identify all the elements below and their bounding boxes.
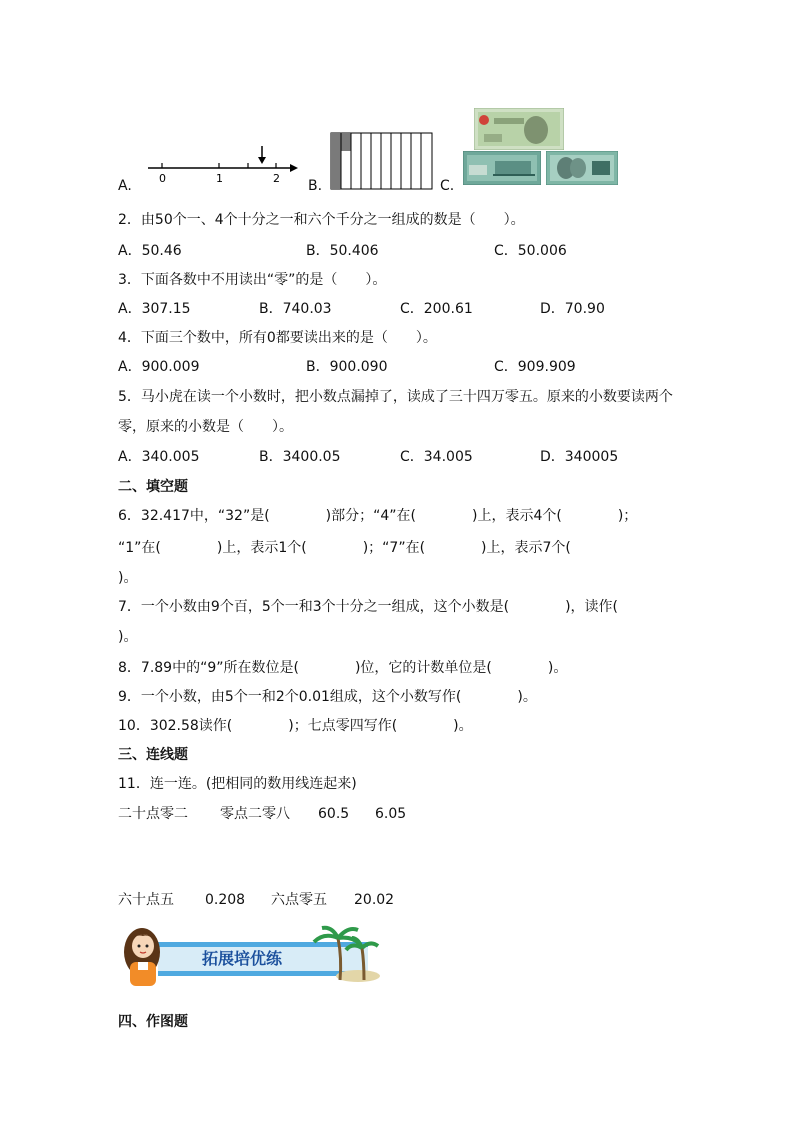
section-3-title: 三、连线题	[118, 747, 188, 763]
q4-option-c: C．909.909	[494, 359, 576, 375]
match-top-item: 6.05	[375, 806, 407, 822]
q2-option-c: C．50.006	[494, 243, 567, 259]
question-9-text: 9．一个小数，由5个一和2个0.01组成，这个小数写作( )。	[118, 689, 537, 705]
question-5-line-1: 5．马小虎在读一个小数时，把小数点漏掉了，读成了三十四万零五。原来的小数要读两个	[118, 389, 673, 405]
q3-option-a: A．307.15	[118, 301, 191, 317]
question-5-line-2: 零，原来的小数是（ ）。	[118, 419, 293, 435]
option-c-label: C.	[440, 178, 455, 194]
tick-label: 0	[159, 172, 166, 185]
question-6-line-3: )。	[118, 570, 138, 586]
match-bottom-item: 六点零五	[271, 892, 327, 908]
match-bottom-item: 0.208	[205, 892, 246, 908]
q3-option-d: D．70.90	[540, 301, 605, 317]
q5-option-b: B．3400.05	[259, 449, 341, 465]
banner-title: 拓展培优练	[202, 949, 283, 968]
question-8-text: 8．7.89中的“9”所在数位是( )位，它的计数单位是( )。	[118, 660, 568, 676]
question-11-text: 11．连一连。(把相同的数用线连起来)	[118, 776, 357, 792]
banknote-fen-ship	[463, 151, 541, 185]
match-top-item: 二十点零二	[118, 806, 188, 822]
question-4-text: 4．下面三个数中，所有0都要读出来的是（ ）。	[118, 330, 437, 346]
tick-label: 1	[216, 172, 223, 185]
match-bottom-item: 六十点五	[118, 892, 174, 908]
q3-option-c: C．200.61	[400, 301, 473, 317]
q4-option-a: A．900.009	[118, 359, 200, 375]
q5-option-d: D．340005	[540, 449, 619, 465]
number-line-figure	[140, 142, 305, 186]
q2-option-b: B．50.406	[306, 243, 379, 259]
question-7-line-1: 7．一个小数由9个百，5个一和3个十分之一组成，这个小数是( )，读作(	[118, 599, 619, 615]
q4-option-b: B．900.090	[306, 359, 388, 375]
q5-option-c: C．34.005	[400, 449, 473, 465]
q5-option-a: A．340.005	[118, 449, 200, 465]
match-top-item: 零点二零八	[220, 806, 290, 822]
tick-label: 2	[273, 172, 280, 185]
match-top-item: 60.5	[318, 806, 350, 822]
banknote-one-yuan	[474, 108, 564, 150]
question-6-line-2: “1”在( )上，表示1个( )；“7”在( )上，表示7个(	[118, 540, 571, 556]
banknote-jiao-portrait	[546, 151, 618, 185]
question-6-line-1: 6．32.417中，“32”是( )部分；“4”在( )上，表示4个( )；	[118, 508, 638, 524]
section-2-title: 二、填空题	[118, 479, 188, 495]
section-4-title: 四、作图题	[118, 1014, 188, 1030]
down-arrow-icon	[258, 157, 266, 164]
option-a-label: A.	[118, 178, 132, 194]
q2-option-a: A．50.46	[118, 243, 182, 259]
fraction-bar-figure	[330, 132, 434, 190]
question-3-text: 3．下面各数中不用读出“零”的是（ ）。	[118, 272, 387, 288]
option-b-label: B.	[308, 178, 323, 194]
question-10-text: 10．302.58读作( )；七点零四写作( )。	[118, 718, 473, 734]
q3-option-b: B．740.03	[259, 301, 332, 317]
question-7-line-2: )。	[118, 629, 138, 645]
question-2-text: 2．由50个一、4个十分之一和六个千分之一组成的数是（ ）。	[118, 212, 525, 228]
extension-practice-banner	[118, 922, 380, 986]
match-bottom-item: 20.02	[354, 892, 395, 908]
